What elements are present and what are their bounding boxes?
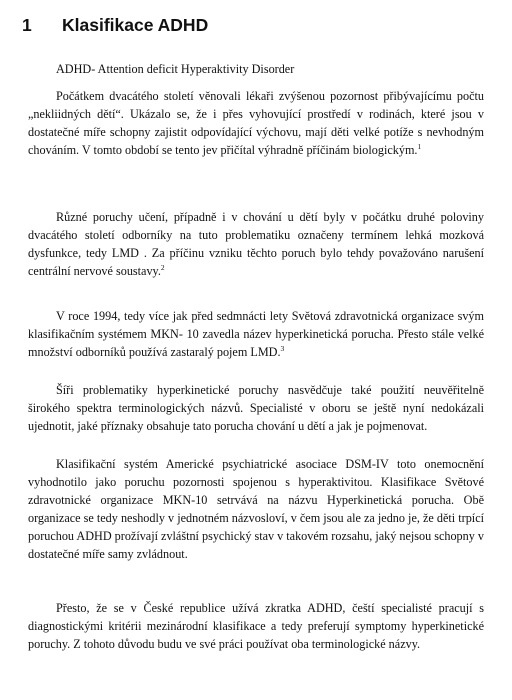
paragraph: [28, 455, 484, 563]
footnote-ref: 3: [280, 344, 285, 353]
paragraph-text: Přesto, že se v České republice užívá zkratka ADHD, čeští specialisté pracují s diagnostickými kritérii mezinárodní klasifikace a tedy preferují symptomy hyperkinetické poruchy. Z tohoto důvodu budu ve své práci používat oba terminologické názvy.: [28, 601, 484, 651]
paragraph: [28, 87, 484, 159]
paragraph-text: Šíři problematiky hyperkinetické poruchy nasvědčuje také použití neuvěřitelně širokého spektra terminologických názvů. Specialisté v oboru se ještě nyní nedokázali ujednotit, jaké příznaky obsahuje tato porucha chování u dětí a jak je pojmenovat.: [28, 383, 484, 433]
footnote-ref: 1: [417, 142, 422, 151]
chapter-number: 1: [22, 15, 32, 35]
paragraph-text: Různé poruchy učení, případně i v chování u dětí byly v počátku druhé poloviny dvacátého století odborníky na tuto problematiku označeny termínem lehká mozková dysfunkce, tedy LMD . Za příčinu vzniku těchto poruch bylo tehdy považováno narušení centrální nervové soustavy.: [28, 210, 484, 278]
paragraph: [28, 208, 484, 280]
paragraph: [28, 381, 484, 435]
intro-line: [28, 60, 484, 78]
paragraph: [28, 599, 484, 653]
footnote-ref: 2: [160, 263, 165, 272]
chapter-heading: [22, 14, 208, 36]
paragraph-text: Klasifikační systém Americké psychiatrické asociace DSM-IV toto onemocnění vyhodnotilo jako poruchu pozornosti spojenou s hyperaktivitou. Klasifikace Světové zdravotnické organizace MKN-10 setrvává na názvu Hyperkinetická porucha. Obě organizace se tedy neshodly v jednotném názvosloví, v čem jsou ale za jedno je, že děti trpící poruchou ADHD prožívají zvláštní psychický stav v takovém rozsahu, jaký nejsou schopny v dostatečné míře samy zvládnout.: [28, 457, 484, 561]
paragraph-text: V roce 1994, tedy více jak před sedmnácti lety Světová zdravotnická organizace svým klasifikačním systémem MKN- 10 zavedla název hyperkinetická porucha. Přesto stále velké množství odborníků používá zastaralý pojem LMD.: [28, 309, 484, 359]
intro-text: ADHD- Attention deficit Hyperaktivity Disorder: [56, 62, 295, 76]
paragraph: [28, 307, 484, 361]
chapter-title: Klasifikace ADHD: [62, 15, 209, 35]
paragraph-text: Počátkem dvacátého století věnovali lékaři zvýšenou pozornost přibývajícímu počtu „nekliidných dětí“. Ukázalo se, že i přes vyhovující prostředí v rodinách, které jsou v dostatečné míře schopny zajistit odpovídající výchovu, mají děti velké potíže s nevhodným chováním. V tomto období se tento jev přičítal výhradně příčinám biologickým.: [28, 89, 484, 157]
